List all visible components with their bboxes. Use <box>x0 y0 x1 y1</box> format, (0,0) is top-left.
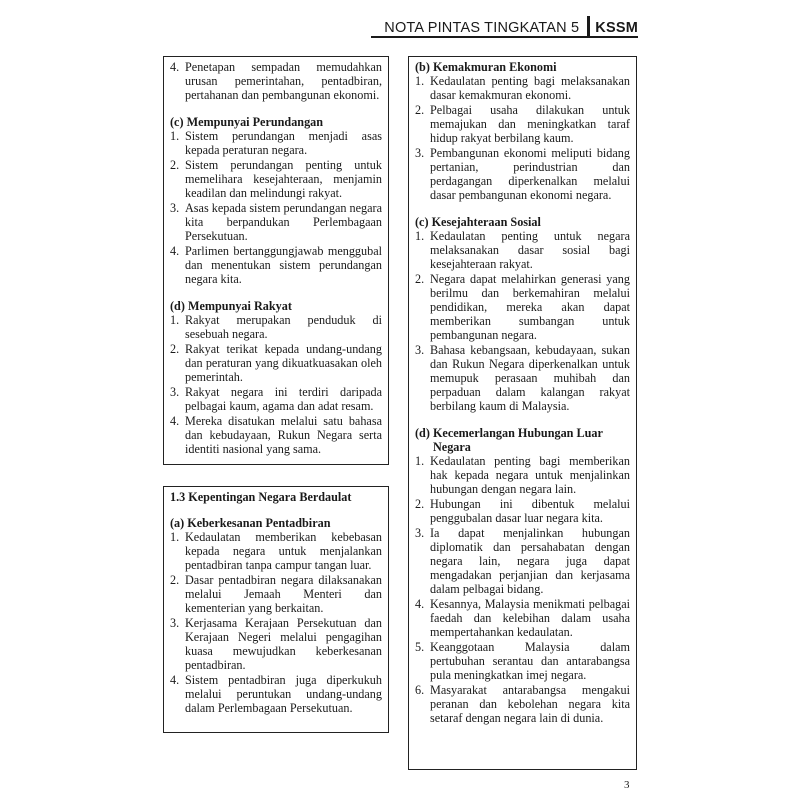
list-item <box>170 342 382 384</box>
list-item <box>415 683 630 725</box>
item-text: Kedaulatan memberikan kebebasan kepada negara untuk menjalankan pentadbiran tanpa campur tangan luar. <box>185 530 382 572</box>
item-text: Asas kepada sistem perundangan negara kita berpandukan Perlembagaan Persekutuan. <box>185 201 382 243</box>
item-number: 4. <box>170 244 180 258</box>
item-text: Kedaulatan penting bagi melaksanakan dasar kemakmuran ekonomi. <box>430 74 630 102</box>
page-header <box>0 14 638 36</box>
item-text: Rakyat terikat kepada undang-undang dan peraturan yang dikuatkuasakan oleh pemerintah. <box>185 342 382 384</box>
header-brand: KSSM <box>595 20 638 36</box>
header-separator <box>587 16 590 36</box>
item-text: Kerjasama Kerajaan Persekutuan dan Kerajaan Negeri melalui pengagihan kuasa mewujudkan keberkesanan pentadbiran. <box>185 616 382 672</box>
list-item <box>170 158 382 200</box>
list-item <box>415 272 630 342</box>
notes-box-right <box>408 56 637 770</box>
list-item <box>170 573 382 615</box>
item-text: Masyarakat antarabangsa mengakui peranan dan kebolehan negara kita setaraf dengan negara lain di dunia. <box>430 683 630 725</box>
item-text: Kedaulatan penting untuk negara melaksanakan dasar sosial bagi kesejahteraan rakyat. <box>430 229 630 271</box>
item-number: 3. <box>170 616 180 630</box>
item-number: 3. <box>415 526 425 540</box>
list-item <box>415 454 630 496</box>
item-number: 4. <box>415 597 425 611</box>
notes-box-left-bottom <box>163 486 389 733</box>
list-item <box>415 74 630 102</box>
list-item <box>170 60 382 102</box>
list-item <box>170 385 382 413</box>
list-item <box>170 313 382 341</box>
item-text: Pembangunan ekonomi meliputi bidang pertanian, perindustrian dan perdagangan diperkenalkan melalui dasar pembangunan ekonomi negara. <box>430 146 630 202</box>
item-number: 1. <box>415 74 425 88</box>
item-text: Parlimen bertanggungjawab menggubal dan menentukan sistem perundangan negara kita. <box>185 244 382 286</box>
item-number: 3. <box>415 343 425 357</box>
item-number: 3. <box>170 385 180 399</box>
item-number: 2. <box>415 103 425 117</box>
list-item <box>415 497 630 525</box>
item-number: 2. <box>415 497 425 511</box>
section-title-hubungan-luar: (d) Kecemerlangan Hubungan Luar <box>415 426 603 440</box>
item-text: Mereka disatukan melalui satu bahasa dan kebudayaan, Rukun Negara serta identiti nasional yang sama. <box>185 414 382 456</box>
list-item <box>415 597 630 639</box>
list-item <box>170 414 382 456</box>
list-item <box>170 616 382 672</box>
section-title-perundangan: (c) Mempunyai Perundangan <box>170 115 324 129</box>
section-title-pentadbiran: (a) Keberkesanan Pentadbiran <box>170 516 331 530</box>
item-number: 4. <box>170 673 180 687</box>
item-text: Kesannya, Malaysia menikmati pelbagai faedah dan kelebihan dalam usaha mempertahankan kedaulatan. <box>430 597 630 639</box>
item-text: Dasar pentadbiran negara dilaksanakan melalui Jemaah Menteri dan kementerian yang berkaitan. <box>185 573 382 615</box>
item-text: Hubungan ini dibentuk melalui penggubalan dasar luar negara kita. <box>430 497 630 525</box>
item-text: Rakyat negara ini terdiri daripada pelbagai kaum, agama dan adat resam. <box>185 385 382 413</box>
item-number: 6. <box>415 683 425 697</box>
item-text: Pelbagai usaha dilakukan untuk memajukan dan meningkatkan taraf hidup rakyat berbilang kaum. <box>430 103 630 145</box>
item-number: 5. <box>415 640 425 654</box>
item-text: Sistem perundangan penting untuk memelihara kesejahteraan, menjamin keadilan dan melindungi rakyat. <box>185 158 382 200</box>
notes-box-left-top <box>163 56 389 465</box>
header-title: NOTA PINTAS TINGKATAN 5 <box>384 20 580 36</box>
item-number: 4. <box>170 60 180 74</box>
list-item <box>415 343 630 413</box>
item-number: 3. <box>415 146 425 160</box>
item-number: 4. <box>170 414 180 428</box>
list-item <box>415 103 630 145</box>
item-number: 2. <box>170 158 180 172</box>
item-text: Keanggotaan Malaysia dalam pertubuhan serantau dan antarabangsa pula meningkatkan imej negara. <box>430 640 630 682</box>
item-number: 1. <box>170 530 180 544</box>
list-item <box>170 530 382 572</box>
item-number: 1. <box>170 129 180 143</box>
list-item <box>170 129 382 157</box>
item-number: 1. <box>415 229 425 243</box>
list-item <box>415 640 630 682</box>
item-text: Kedaulatan penting bagi memberikan hak kepada negara untuk menjalinkan hubungan dengan negara lain. <box>430 454 630 496</box>
list-item <box>415 526 630 596</box>
item-number: 3. <box>170 201 180 215</box>
section-heading-kepentingan: 1.3 Kepentingan Negara Berdaulat <box>170 490 352 504</box>
section-title-ekonomi: (b) Kemakmuran Ekonomi <box>415 60 557 74</box>
list-item <box>170 201 382 243</box>
item-text: Ia dapat menjalinkan hubungan diplomatik dan persahabatan dengan negara lain, negara juga dapat mengadakan perjanjian dan kerjasama dalam pelbagai bidang. <box>430 526 630 596</box>
item-text: Rakyat merupakan penduduk di sesebuah negara. <box>185 313 382 341</box>
header-rule <box>371 36 638 38</box>
item-number: 2. <box>170 573 180 587</box>
page-number: 3 <box>624 779 630 791</box>
list-item <box>170 673 382 715</box>
item-number: 2. <box>415 272 425 286</box>
list-item <box>415 146 630 202</box>
section-title-rakyat: (d) Mempunyai Rakyat <box>170 299 292 313</box>
section-title-hubungan-luar-cont: Negara <box>433 440 471 454</box>
item-text: Penetapan sempadan memudahkan urusan pemerintahan, pentadbiran, pertahanan dan pembangunan ekonomi. <box>185 60 382 102</box>
item-text: Negara dapat melahirkan generasi yang berilmu dan berkemahiran melalui pendidikan, mereka akan dapat memberikan sumbangan untuk pembangunan negara. <box>430 272 630 342</box>
item-text: Sistem pentadbiran juga diperkukuh melalui peruntukan undang-undang dalam Perlembagaan Persekutuan. <box>185 673 382 715</box>
section-title-sosial: (c) Kesejahteraan Sosial <box>415 215 541 229</box>
item-text: Bahasa kebangsaan, kebudayaan, sukan dan Rukun Negara diperkenalkan untuk memupuk perasaan muhibah dan perpaduan dalam kalangan rakyat berbilang kaum di Malaysia. <box>430 343 630 413</box>
item-number: 1. <box>415 454 425 468</box>
list-item <box>170 244 382 286</box>
list-item <box>415 229 630 271</box>
item-number: 1. <box>170 313 180 327</box>
item-number: 2. <box>170 342 180 356</box>
item-text: Sistem perundangan menjadi asas kepada peraturan negara. <box>185 129 382 157</box>
